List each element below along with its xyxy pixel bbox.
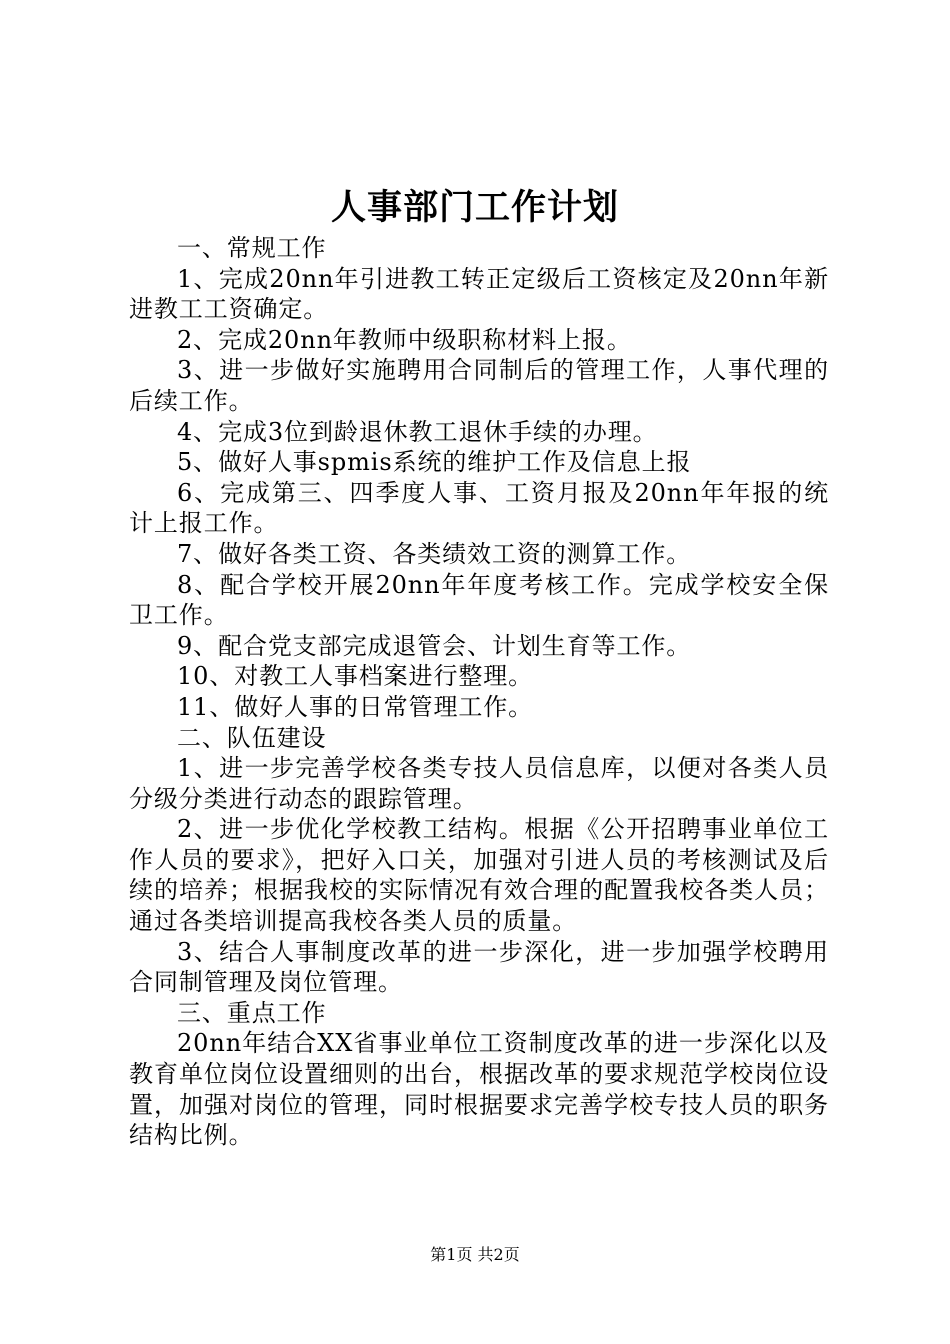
paragraph: 1、完成20nn年引进教工转正定级后工资核定及20nn年新进教工工资确定。 [129, 264, 829, 324]
paragraph: 10、对教工人事档案进行整理。 [177, 662, 534, 691]
paragraph: 3、进一步做好实施聘用合同制后的管理工作，人事代理的后续工作。 [129, 356, 829, 415]
paragraph: 8、配合学校开展20nn年年度考核工作。完成学校安全保卫工作。 [129, 570, 829, 630]
paragraph: 4、完成3位到龄退休教工退休手续的办理。 [177, 417, 658, 446]
paragraph: 5、做好人事spmis系统的维护工作及信息上报 [177, 448, 692, 477]
paragraph: 6、完成第三、四季度人事、工资月报及20nn年年报的统计上报工作。 [129, 478, 829, 538]
section-heading-key-work: 三、重点工作 [177, 998, 327, 1027]
paragraph: 20nn年结合XX省事业单位工资制度改革的进一步深化以及教育单位岗位设置细则的出台，根据改革的要求规范学校岗位设置，加强对岗位的管理，同时根据要求完善学校专技人员的职务结构比例。 [129, 1029, 829, 1150]
paragraph: 7、做好各类工资、各类绩效工资的测算工作。 [177, 539, 692, 568]
paragraph: 2、进一步优化学校教工结构。根据《公开招聘事业单位工作人员的要求》，把好入口关，加强对引进人员的考核测试及后续的培养；根据我校的实际情况有效合理的配置我校各类人员；通过各类培训提高我校各类人员的质量。 [129, 815, 829, 936]
paragraph: 3、结合人事制度改革的进一步深化，进一步加强学校聘用合同制管理及岗位管理。 [129, 937, 829, 997]
paragraph: 1、进一步完善学校各类专技人员信息库，以便对各类人员分级分类进行动态的跟踪管理。 [129, 754, 829, 813]
paragraph: 11、做好人事的日常管理工作。 [177, 692, 534, 721]
paragraph: 2、完成20nn年教师中级职称材料上报。 [177, 325, 632, 354]
section-heading-team-building: 二、队伍建设 [177, 723, 327, 752]
document-body [129, 233, 829, 1151]
section-heading-routine-work: 一、常规工作 [177, 234, 327, 262]
page-footer: 第1页 共2页 [430, 1245, 520, 1264]
paragraph: 9、配合党支部完成退管会、计划生育等工作。 [177, 631, 692, 660]
document-title: 人事部门工作计划 [330, 187, 619, 228]
